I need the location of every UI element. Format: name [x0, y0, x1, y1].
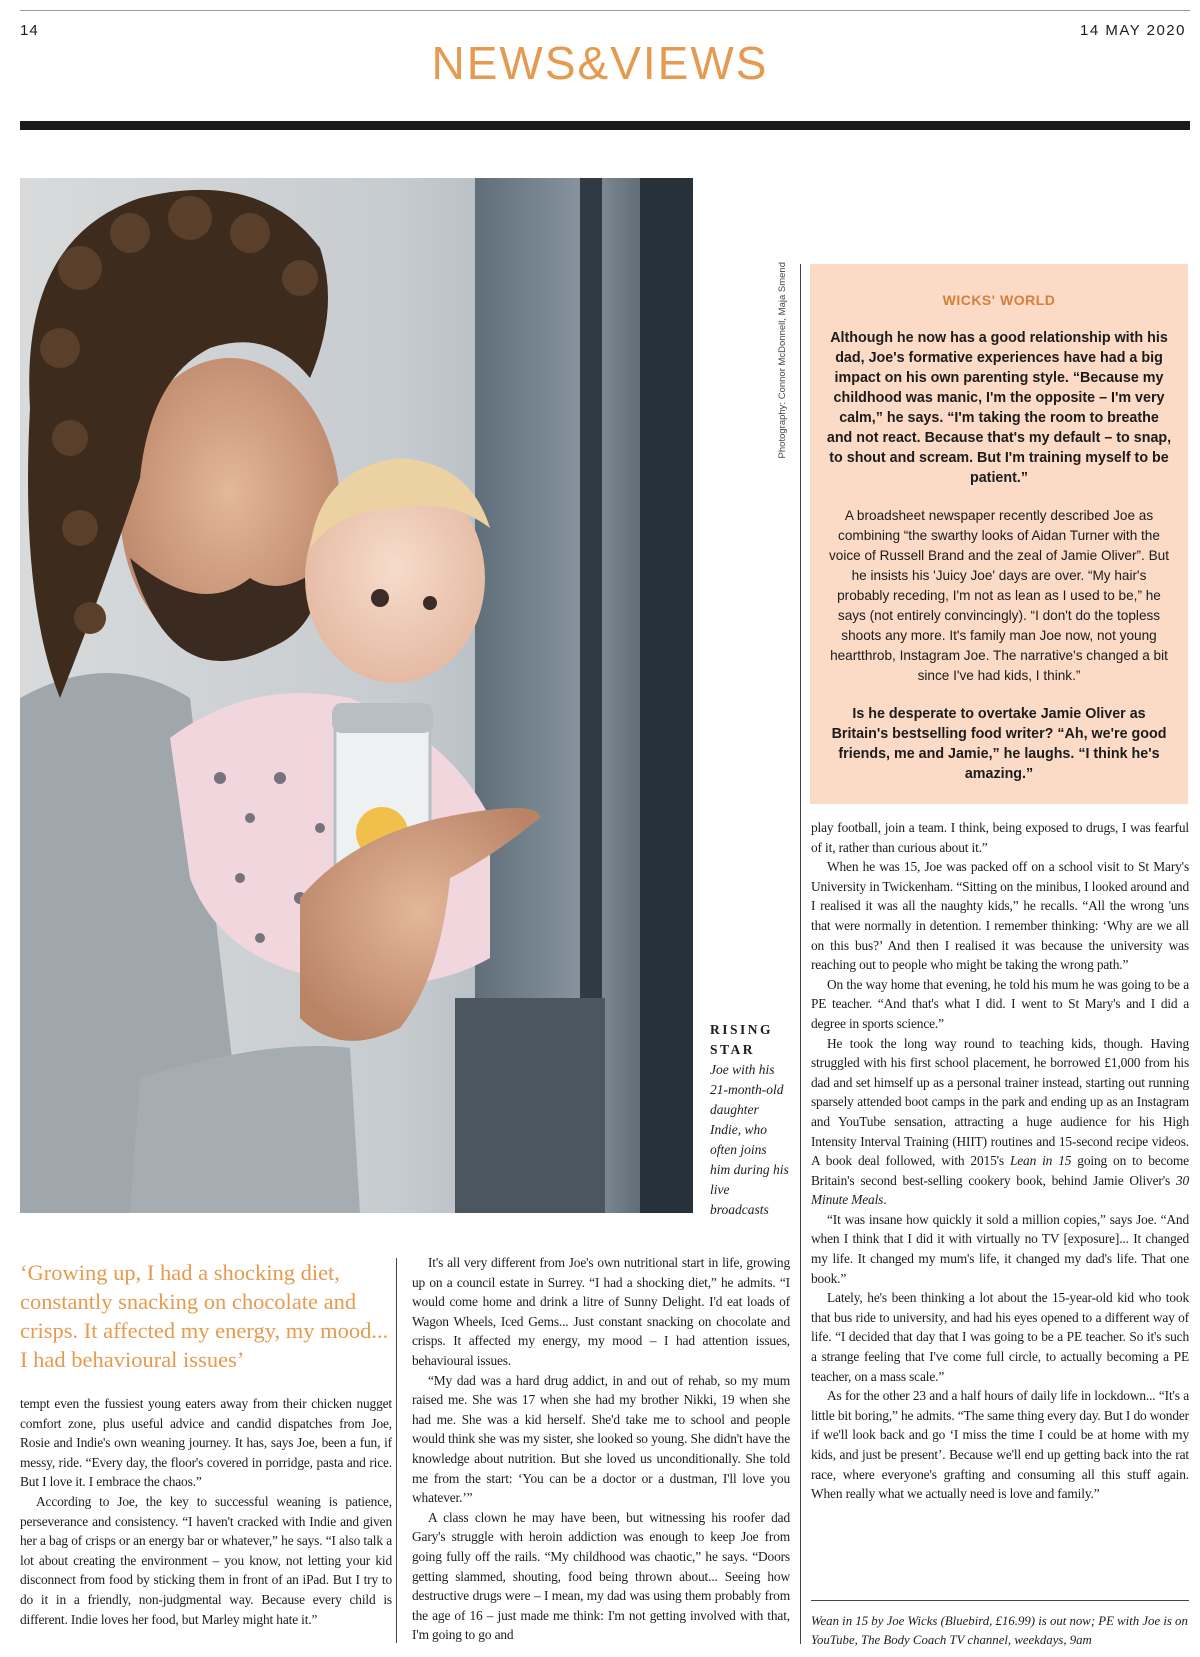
book-title: 30 Minute Meals	[811, 1172, 1189, 1208]
header-rule	[20, 121, 1190, 130]
caption-heading-line-2: STAR	[710, 1042, 756, 1057]
col2-paragraph: It's all very different from Joe's own nutritional start in life, growing up on a council estate in Surrey. “I had a shocking diet,” he admits. “I would come home and drink a litre of Sunny Delight. I'd eat loads of Wagon Wheels, Iced Gems... Just constant snacking on chocolate and crisps. It affected my energy, my mood – I had attention issues, behavioural issues.	[412, 1255, 790, 1368]
article-column-3	[811, 818, 1189, 1504]
col3-paragraph: play football, join a team. I think, being exposed to drugs, I was fearful of it, rather than curious about it.”	[811, 820, 1189, 855]
column-rule-1	[396, 1258, 397, 1643]
box-intro: Although he now has a good relationship with his dad, Joe's formative experiences have had a big impact on his own parenting style. “Because my childhood was manic, I'm the opposite – I'm very calm,” he says. “I'm taking the room to breathe and not react. Because that's my default – to snap, to shout and scream. But I'm training myself to be patient.”	[826, 330, 1172, 486]
photo-credit: Photography: Connor McDonnell, Maja Smend	[777, 262, 788, 459]
box-closing: Is he desperate to overtake Jamie Oliver as Britain's bestselling food writer? “Ah, we're good friends, me and Jamie,” he laughs. “I think he's amazing.”	[831, 706, 1167, 782]
page-number: 14	[20, 22, 39, 39]
col2-paragraph: A class clown he may have been, but witnessing his roofer dad Gary's struggle with heroin addiction was enough to keep Joe from going fully off the rails. “My childhood was chaotic,” he says. “Doors getting slammed, shouting, food being thrown about... Seeing how destructive drugs were – I mean, my dad was using them probably from the age of 16 – just made me think: I'm not getting involved with that, I'm going to go and	[412, 1509, 790, 1643]
father-and-daughter-image	[20, 178, 693, 1213]
feature-photo	[20, 178, 693, 1213]
photo-caption	[710, 1020, 790, 1220]
col3-paragraph: He took the long way round to teaching kids, though. Having struggled with his first school placement, he borrowed £1,000 from his dad and set himself up as a personal trainer instead, starting out running sparsely attended boot camps in the park and ending up as an Instagram and YouTube sensation, attracting a huge audience for his High Intensity Interval Training (HIIT) routines and 15-second recipe videos. A book deal followed, with 2015's Lean in 15 going on to become Britain's second best-selling cookery book, behind Jamie Oliver's 30 Minute Meals.	[811, 1035, 1189, 1208]
caption-heading-line-1: RISING	[710, 1022, 774, 1037]
col3-paragraph: When he was 15, Joe was packed off on a school visit to St Mary's University in Twickenham. “Sitting on the minibus, I looked around and I realised it was all the naughty kids,” he recalls. “All the wrong 'uns that were normally in detention. I remember thinking: ‘Why are we all on this bus?’ And then I realised it was because the university was reaching out to people who might be taking the wrong path.”	[811, 859, 1189, 973]
top-rule	[20, 10, 1190, 11]
box-middle: A broadsheet newspaper recently described Joe as combining “the swarthy looks of Aidan Turner with the voice of Russell Brand and the zeal of Jamie Oliver”. But he insists his 'Juicy Joe' days are over. “My hair's probably receding, I'm not as lean as I used to be,” he says (not entirely convincingly). “I don't do the topless shoots any more. It's family man Joe now, not young heartthrob, Instagram Joe. The narrative's changed a bit since I've had kids, I think.”	[828, 508, 1169, 683]
caption-text: Joe with his 21-month-old daughter Indie, who often joins him during his live broadcasts	[710, 1062, 789, 1217]
box-title: WICKS' WORLD	[942, 292, 1056, 308]
col2-paragraph: “My dad was a hard drug addict, in and out of rehab, so my mum raised me. She was 17 when she had my brother Nikki, 19 when she had me. She was a kid herself. She'd take me to school and people would think she was my sister, she looked so young. She didn't have the knowledge about nutrition. But she loved us unconditionally. She told me from the start: ‘You can be a doctor or a dustman, I'll love you whatever.’”	[412, 1372, 790, 1506]
col3-paragraph: “It was insane how quickly it sold a million copies,” says Joe. “And when I think that I did it with virtually no TV [exposure]... It changed my life. It changed my mum's life, it changed my dad's life. That one book.”	[811, 1211, 1189, 1286]
footer-rule	[811, 1600, 1189, 1601]
book-title: Lean in 15	[1009, 1153, 1072, 1169]
issue-date: 14 MAY 2020	[1079, 22, 1186, 39]
col3-paragraph: On the way home that evening, he told his mum he was going to be a PE teacher. “And that's what I did. I went to St Mary's and I did a degree in sports science.”	[811, 976, 1189, 1031]
col1-paragraph: According to Joe, the key to successful weaning is patience, perseverance and consistency. “I haven't cracked with Indie and given her a bag of crisps or an energy bar or whatever,” he says. “I also talk a lot about creating the environment – you know, not letting your kid disconnect from food by sticking them in front of an iPad. But I try to do it in a friendly, non-judgmental way. Because every child is different. Indie loves her food, but Marley might hate it.”	[20, 1493, 392, 1627]
article-column-2	[412, 1253, 790, 1645]
pull-quote: ‘Growing up, I had a shocking diet, constantly snacking on chocolate and crisps. It affected my energy, my mood... I had behavioural issues’	[20, 1260, 389, 1372]
book-info-note: Wean in 15 by Joe Wicks (Bluebird, £16.99) is out now; PE with Joe is on YouTube, The Body Coach TV channel, weekdays, 9am	[811, 1614, 1188, 1647]
column-rule-2	[800, 264, 801, 1644]
col3-paragraph: As for the other 23 and a half hours of daily life in lockdown... “It's a little bit boring,” he admits. “The same thing every day. But I do wonder if we'll look back and go ‘I miss the time I could be at home with my kids, and just be present’. Because we'll end up getting back into the rat race, where everyone's grafting and consuming all this stuff again. When really what we actually need is love and family.”	[811, 1388, 1189, 1502]
wicks-world-box	[810, 264, 1188, 804]
section-title: NEWS&VIEWS	[431, 37, 769, 89]
col1-paragraph: tempt even the fussiest young eaters away from their chicken nugget comfort zone, plus useful advice and candid dispatches from Joe, Rosie and Indie's own weaning journey. It has, says Joe, been a fun, if messy, ride. “Every day, the floor's covered in porridge, pasta and rice. But I love it. I embrace the chaos.”	[20, 1396, 392, 1490]
article-column-1	[20, 1394, 392, 1629]
col3-paragraph: Lately, he's been thinking a lot about the 15-year-old kid who took that bus ride to university, and had his eyes opened to a different way of life. “I decided that day that I was going to be a PE teacher. So it's such a strange feeling that I've come full circle, to actually becoming a PE teacher, on a mass scale.”	[811, 1290, 1189, 1384]
